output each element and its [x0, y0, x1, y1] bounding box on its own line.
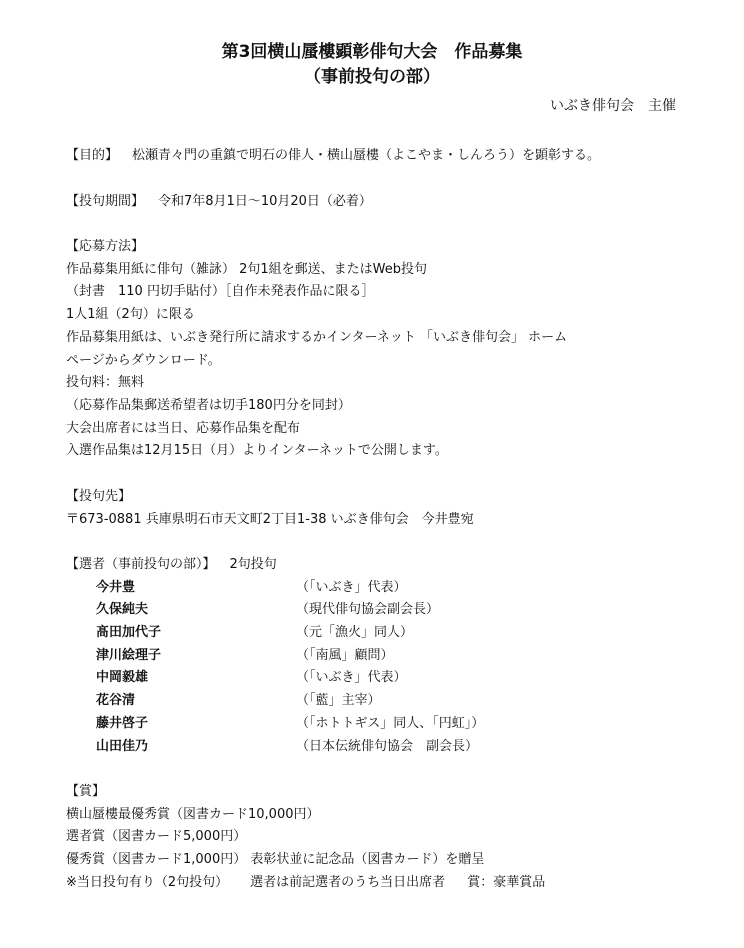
- destination-heading: 【投句先】: [66, 489, 132, 504]
- method-line: 1人1組（2句）に限る: [66, 307, 195, 322]
- judge-affiliation: （「ホトトギス」同人、「円虹」）: [296, 716, 485, 731]
- judge-affiliation: （元「漁火」同人）: [296, 625, 414, 640]
- period-section: [66, 192, 372, 212]
- judge-affiliation: （現代俳句協会副会長）: [296, 602, 440, 617]
- judge-affiliation: （「藍」主宰）: [296, 693, 381, 708]
- method-line: 大会出席者には当日、応募作品集を配布: [66, 421, 301, 436]
- method-line: 作品募集用紙は、いぶき発行所に請求するかインターネット 「いぶき俳句会」 ホーム: [66, 330, 568, 345]
- judge-name: 久保純夫: [96, 602, 149, 617]
- judge-affiliation: （「いぶき」代表）: [296, 580, 407, 595]
- judge-name: 藤井啓子: [96, 716, 149, 731]
- judges-note: 2句投句: [229, 557, 277, 572]
- method-line: 投句料：無料: [66, 375, 145, 390]
- document-subtitle: （事前投句の部）: [304, 67, 440, 87]
- organizer: いぶき俳句会 主催: [550, 98, 676, 114]
- prizes-heading: 【賞】: [66, 784, 106, 799]
- destination-address: 〒673-0881 兵庫県明石市天文町2丁目1-38 いぶき俳句会 今井豊宛: [66, 512, 474, 527]
- judge-name: 山田佳乃: [96, 739, 149, 754]
- judge-name: 髙田加代子: [96, 625, 162, 640]
- document-title: 第3回横山蜃樓顕彰俳句大会 作品募集: [221, 42, 523, 62]
- purpose-section: [66, 146, 600, 166]
- same-day-prize-note: 賞：豪華賞品: [467, 875, 546, 890]
- method-line: （封書 110 円切手貼付）［自作未発表作品に限る］: [66, 284, 375, 299]
- period-heading: 【投句期間】: [66, 194, 145, 209]
- judges-heading: 【選者（事前投句の部）】: [66, 557, 216, 572]
- judge-name: 花谷清: [96, 693, 136, 708]
- prize-line: 選者賞（図書カード5,000円）: [66, 829, 247, 844]
- period-text: 令和7年8月1日～10月20日（必着）: [158, 194, 372, 209]
- judge-name: 中岡毅雄: [96, 670, 149, 685]
- method-heading: 【応募方法】: [66, 239, 145, 254]
- prize-line: 優秀賞（図書カード1,000円） 表彰状並に記念品（図書カード）を贈呈: [66, 852, 485, 867]
- judge-affiliation: （「南風」顧問）: [296, 648, 394, 663]
- judge-affiliation: （「いぶき」代表）: [296, 670, 407, 685]
- prizes-note: [66, 873, 545, 893]
- method-line: （応募作品集郵送希望者は切手180円分を同封）: [66, 398, 351, 413]
- judge-name: 津川絵理子: [96, 648, 162, 663]
- purpose-heading: 【目的】: [66, 148, 119, 163]
- same-day-entry-note: ※当日投句有り（2句投句）: [66, 875, 229, 890]
- purpose-text: 松瀬青々門の重鎮で明石の俳人・横山蜃樓（よこやま・しんろう）を顕彰する。: [132, 148, 601, 163]
- prize-line: 横山蜃樓最優秀賞（図書カード10,000円）: [66, 807, 320, 822]
- method-line: 作品募集用紙に俳句（雑詠） 2句1組を郵送、またはWeb投句: [66, 262, 428, 277]
- method-line: ページからダウンロード。: [66, 353, 221, 368]
- same-day-judges-note: 選者は前記選者のうち当日出席者: [250, 875, 446, 890]
- judge-name: 今井豊: [96, 580, 136, 595]
- method-line: 入選作品集は12月15日（月）よりインターネットで公開します。: [66, 443, 448, 458]
- judges-heading-row: [66, 555, 277, 575]
- judge-affiliation: （日本伝統俳句協会 副会長）: [296, 739, 479, 754]
